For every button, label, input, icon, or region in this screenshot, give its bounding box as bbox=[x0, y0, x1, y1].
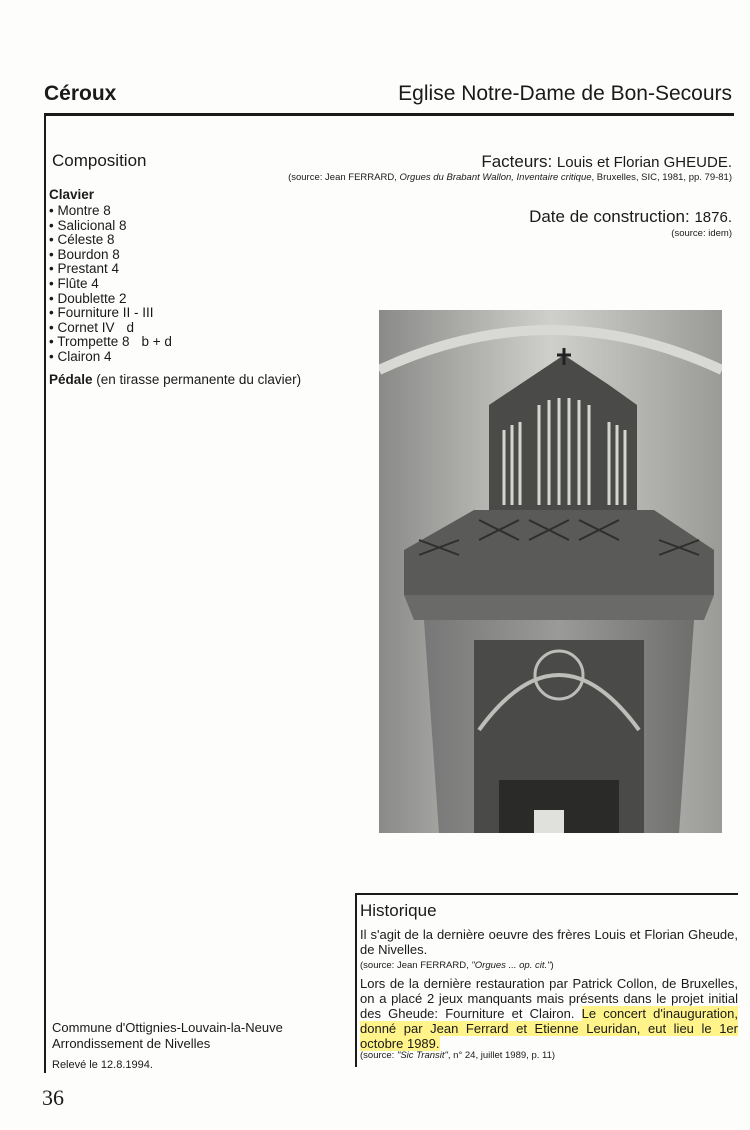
history-paragraph-1: Il s'agit de la dernière oeuvre des frères Louis et Florian Gheude, de Nivelles. bbox=[360, 927, 738, 957]
construction-label: Date de construction: bbox=[529, 207, 690, 226]
stop-name: Salicional 8 bbox=[57, 217, 127, 233]
stop-name: Prestant 4 bbox=[57, 261, 120, 277]
history-rule-top bbox=[355, 893, 738, 895]
stop-item: • Doublette 2 bbox=[49, 290, 127, 306]
location-block bbox=[52, 1020, 283, 1052]
survey-date: Relevé le 12.8.1994. bbox=[52, 1059, 153, 1071]
construction-source: (source: idem) bbox=[671, 228, 732, 239]
construction-value: 1876. bbox=[694, 209, 732, 226]
builders-line bbox=[481, 152, 732, 172]
source-title: "Orgues ... op. cit." bbox=[471, 960, 551, 971]
stop-list bbox=[49, 204, 172, 365]
history-title: Historique bbox=[360, 901, 437, 920]
stop-item: • Bourdon 8 bbox=[49, 246, 120, 262]
stop-name: Cornet IV bbox=[57, 319, 115, 335]
pedale-label: Pédale bbox=[49, 372, 93, 387]
history-source-2 bbox=[360, 1050, 555, 1061]
place-name: Céroux bbox=[44, 82, 117, 105]
stop-item: • Cornet IV d bbox=[49, 319, 135, 335]
source-prefix: (source: Jean FERRARD, bbox=[288, 172, 400, 183]
clavier-heading: Clavier bbox=[49, 187, 95, 202]
source-suffix: , Bruxelles, SIC, 1981, pp. 79-81) bbox=[591, 172, 732, 183]
stop-item: • Prestant 4 bbox=[49, 261, 120, 277]
history-rule-left bbox=[355, 893, 357, 1067]
pedale-note: (en tirasse permanente du clavier) bbox=[96, 372, 302, 387]
page-number: 36 bbox=[42, 1085, 64, 1110]
organ-photo bbox=[379, 310, 722, 833]
stop-item: • Salicional 8 bbox=[49, 217, 127, 233]
history-highlight: Le concert d'inauguration, donné par Jean Ferrard et Etienne Leuridan, eut lieu le 1er octobre 1989. bbox=[360, 1006, 738, 1051]
stop-name: Céleste 8 bbox=[57, 232, 115, 248]
source-suffix: , n° 24, juillet 1989, p. 11) bbox=[447, 1050, 556, 1061]
stop-note: d bbox=[126, 319, 135, 335]
stop-note: b + d bbox=[141, 334, 172, 350]
stop-item: • Céleste 8 bbox=[49, 232, 115, 248]
left-rule bbox=[44, 113, 46, 1073]
arrondissement: Arrondissement de Nivelles bbox=[52, 1036, 211, 1051]
stop-name: Doublette 2 bbox=[57, 290, 127, 306]
composition-title: Composition bbox=[52, 151, 147, 170]
builders-value: Louis et Florian GHEUDE. bbox=[556, 154, 732, 171]
commune: Commune d'Ottignies-Louvain-la-Neuve bbox=[52, 1020, 283, 1035]
source-title: "Sic Transit" bbox=[396, 1050, 448, 1061]
construction-line bbox=[529, 207, 732, 227]
source-prefix: (source: Jean FERRARD, bbox=[360, 960, 472, 971]
pedale-line bbox=[49, 372, 301, 387]
header-rule bbox=[44, 113, 734, 116]
source-suffix: ) bbox=[550, 960, 554, 971]
stop-name: Trompette 8 bbox=[57, 334, 130, 350]
source-title: Orgues du Brabant Wallon, Inventaire critique bbox=[399, 172, 592, 183]
builders-source bbox=[288, 172, 732, 183]
stop-item: • Montre 8 bbox=[49, 203, 111, 218]
stop-name: Montre 8 bbox=[57, 203, 111, 218]
stop-item: • Trompette 8 b + d bbox=[49, 334, 172, 350]
stop-item: • Fourniture II - III bbox=[49, 305, 154, 321]
stop-item: • Clairon 4 bbox=[49, 348, 112, 364]
builders-label: Facteurs: bbox=[481, 152, 553, 171]
stop-name: Bourdon 8 bbox=[57, 246, 120, 262]
stop-name: Flûte 4 bbox=[57, 275, 99, 291]
history-paragraph-2 bbox=[360, 976, 738, 1051]
stop-name: Fourniture II - III bbox=[57, 305, 154, 321]
history-source-1 bbox=[360, 960, 554, 971]
stop-name: Clairon 4 bbox=[57, 348, 112, 364]
church-name: Eglise Notre-Dame de Bon-Secours bbox=[398, 82, 732, 105]
source-prefix: (source: bbox=[360, 1050, 397, 1061]
history-paragraph-2-text: Lors de la dernière restauration par Patrick Collon, de Bruxelles, on a placé 2 jeux manquants mais présents dans le projet initial des Gheude: Fourniture et Clairon. bbox=[360, 976, 738, 1021]
stop-item: • Flûte 4 bbox=[49, 275, 99, 291]
